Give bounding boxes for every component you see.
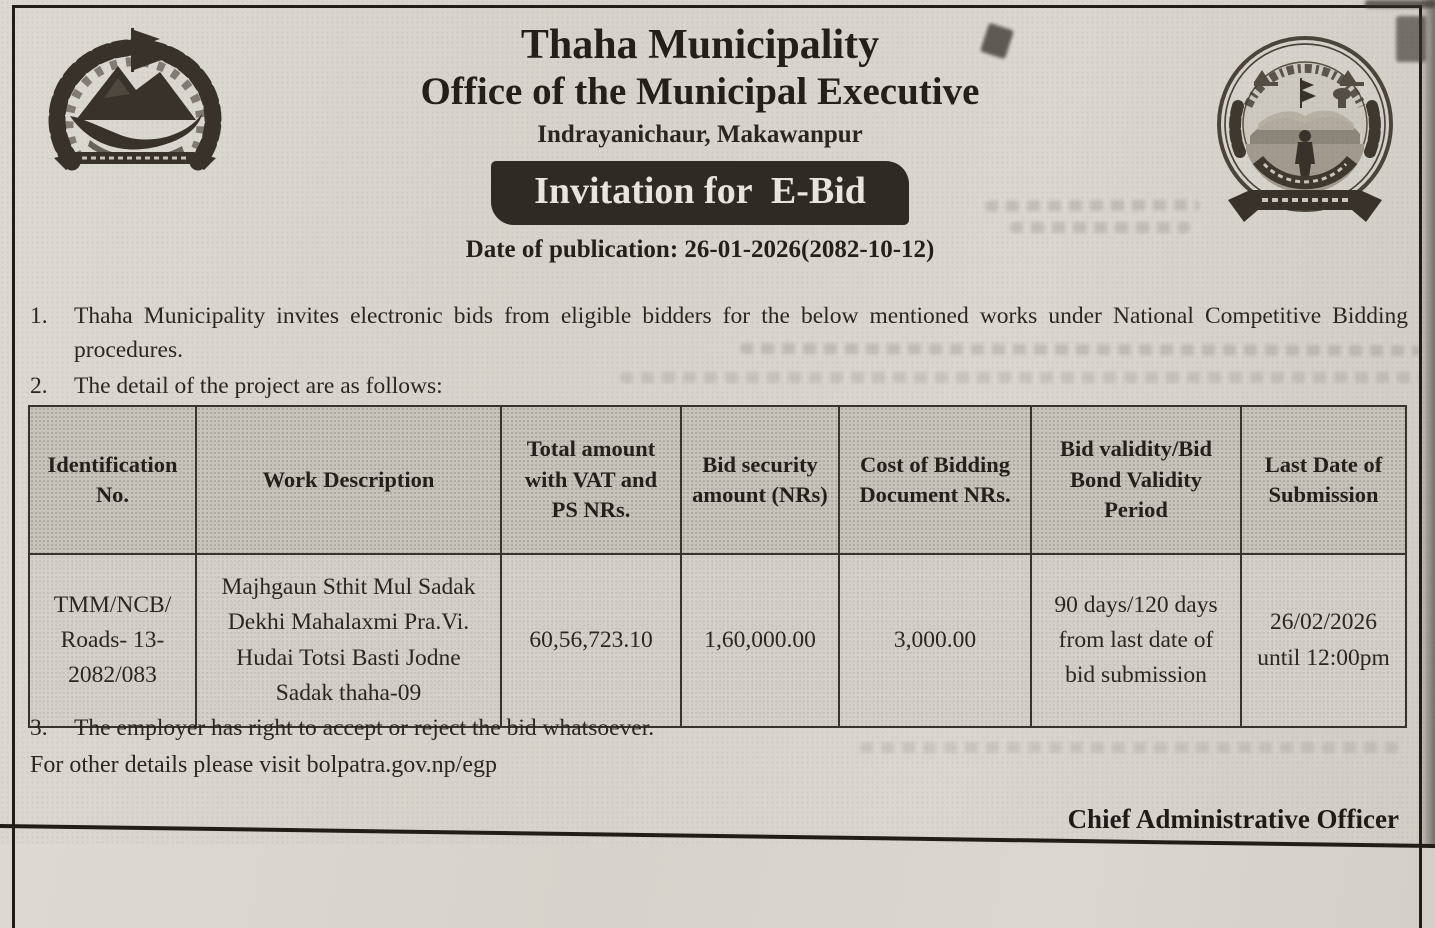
- signatory-title: Chief Administrative Officer: [1067, 804, 1399, 834]
- cell-last-date: 26/02/2026 until 12:00pm: [1241, 554, 1406, 727]
- notice-item-2: [30, 370, 1408, 404]
- invitation-banner: Invitation for E-Bid: [492, 162, 908, 224]
- col-work-description: Work Description: [196, 406, 501, 554]
- cell-identification-no: TMM/NCB/ Roads- 13-2082/083: [29, 554, 196, 727]
- cell-work-description: Majhgaun Sthit Mul Sadak Dekhi Mahalaxmi Pra.Vi. Hudai Totsi Basti Jodne Sadak thaha-09: [196, 554, 501, 727]
- thaha-municipality-seal-logo: [1210, 32, 1400, 237]
- col-bidding-doc-cost: Cost of Bidding Document NRs.: [839, 406, 1031, 554]
- scan-edge-shadow: [1419, 0, 1435, 844]
- table-header-row: [29, 406, 1406, 554]
- publication-date: Date of publication: 26-01-2026(2082-10-12): [465, 236, 935, 264]
- cell-bid-validity: 90 days/120 days from last date of bid submission: [1031, 554, 1241, 727]
- bid-details-table: [28, 405, 1407, 728]
- nepal-emblem-icon: [34, 20, 236, 188]
- nepal-coat-of-arms-logo: [34, 20, 236, 193]
- cell-total-amount: 60,56,723.10: [501, 554, 681, 727]
- col-bid-security: Bid security amount (NRs): [681, 406, 839, 554]
- other-details-line: For other details please visit bolpatra.gov.np/egp: [30, 752, 498, 778]
- notice-number: 2.: [30, 373, 48, 399]
- municipal-seal-icon: [1210, 32, 1400, 232]
- notice-number: 1.: [30, 303, 48, 329]
- col-identification-no: Identification No.: [29, 406, 196, 554]
- cell-bidding-doc-cost: 3,000.00: [839, 554, 1031, 727]
- notice-text: The detail of the project are as follows:: [74, 373, 443, 399]
- scan-smudge: [1396, 16, 1426, 62]
- col-total-amount: Total amount with VAT and PS NRs.: [501, 406, 681, 554]
- municipality-title: Thaha Municipality: [520, 22, 880, 68]
- notice-item-3: [30, 712, 1408, 746]
- scan-smudge: [1365, 0, 1435, 8]
- notice-header: [250, 22, 1150, 264]
- notice-number: 3.: [30, 715, 48, 741]
- cell-bid-security: 1,60,000.00: [681, 554, 839, 727]
- col-bid-validity: Bid validity/Bid Bond Validity Period: [1031, 406, 1241, 554]
- notice-text: Thaha Municipality invites electronic bids from eligible bidders for the below mentioned works under National Competitive Bidding procedures.: [74, 303, 1408, 363]
- notice-item-1: [30, 300, 1408, 367]
- table-row: [29, 554, 1406, 727]
- col-last-date: Last Date of Submission: [1241, 406, 1406, 554]
- office-subtitle: Office of the Municipal Executive: [420, 70, 980, 114]
- notice-text: The employer has right to accept or reject the bid whatsoever.: [74, 715, 655, 741]
- address-line: Indrayanichaur, Makawanpur: [537, 121, 863, 149]
